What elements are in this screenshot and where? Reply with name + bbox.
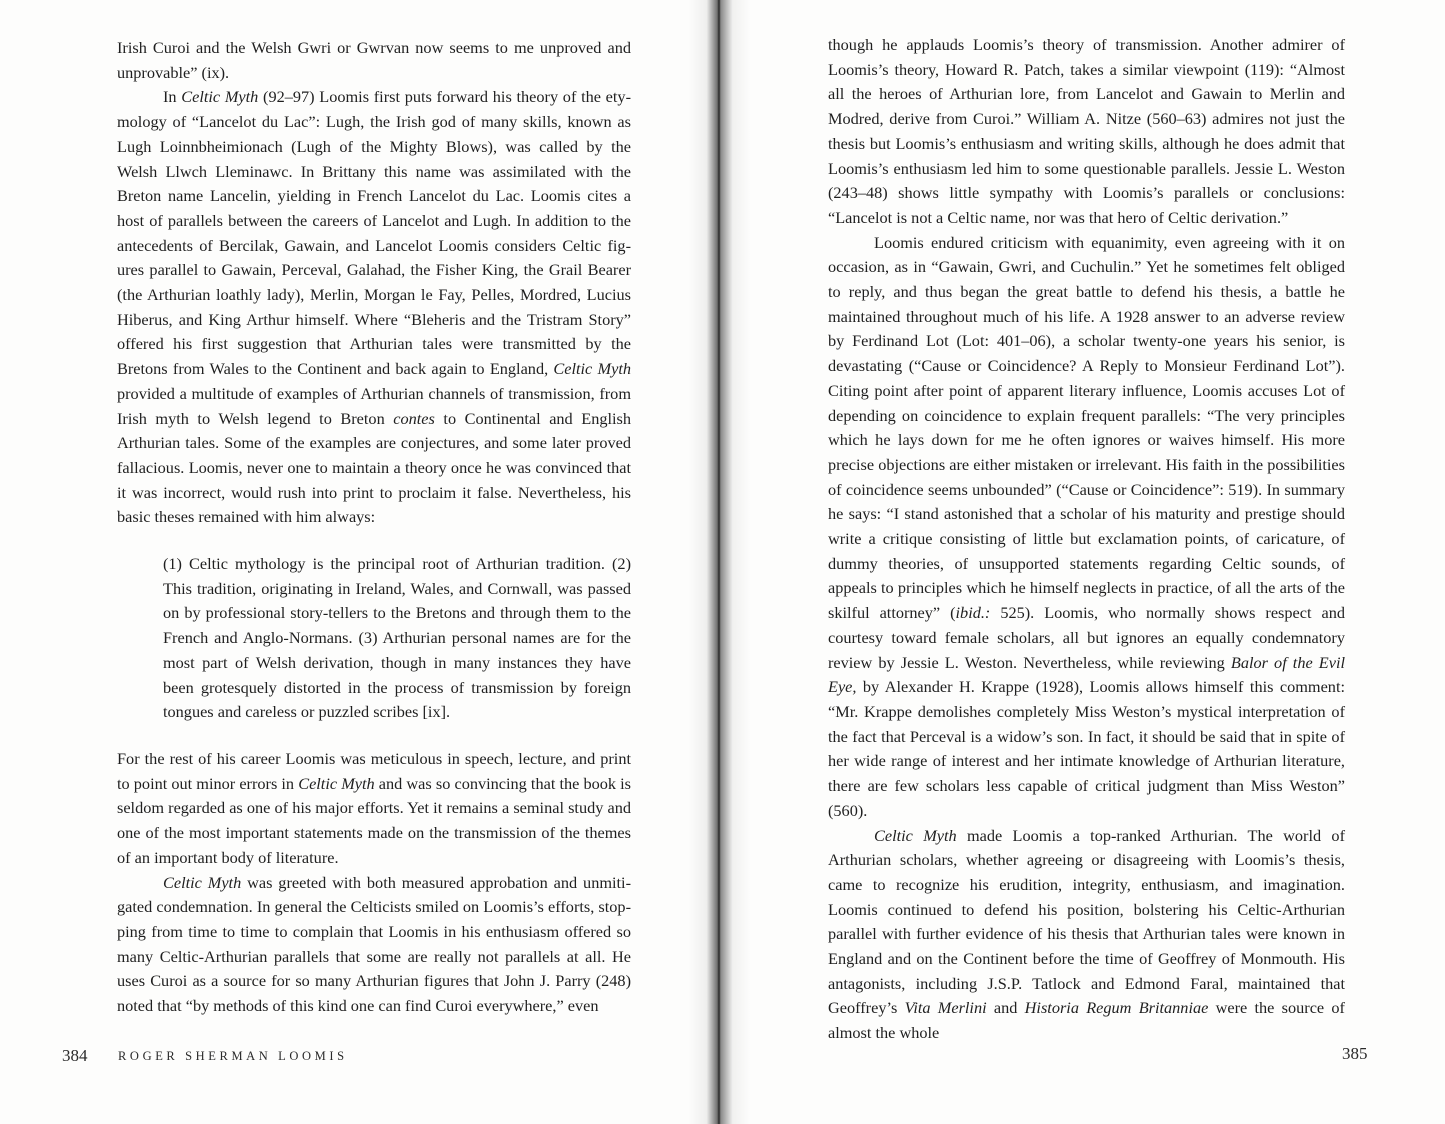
paragraph: Celtic Myth was greeted with both measured approbation and unmitigated condemnation. In general the Celticists smiled on Loomis’s efforts, stopping from time to time to complain that Loomis in his enthusiasm offered so many Celtic-Arthurian parallels that some are really not parallels at all. He uses Curoi as a source for so many Arthurian figures that John J. Parry (248) noted that “by methods of this kind one can find Curoi everywhere,” even [117,872,631,1016]
page-number: 384 [62,1046,88,1065]
running-head: ROGER SHERMAN LOOMIS [118,1049,348,1063]
left-page-body [117,36,631,1019]
right-page-body [828,33,1345,1046]
left-page [0,0,688,1124]
paragraph: For the rest of his career Loomis was meticulous in speech, lecture, and print to point out minor errors in Celtic Myth and was so convincing that the book is seldom regarded as one of his major efforts. Yet it remains a seminal study and one of the most important statements made on the transmission of the themes of an important body of literature. [117,748,632,867]
block-quote: (1) Celtic mythology is the principal root of Arthurian tradition. (2) This tradition, originating in Ireland, Wales, and Cornwall, was passed on by professional story-tellers to the Bretons and through them to the French and Anglo-Normans. (3) Arthurian personal names are for the most part of Welsh derivation, though in many instances they have been grotesquely distorted in the process of transmission by foreign tongues and careless or puzzled scribes [ix]. [163,554,631,722]
paragraph: In Celtic Myth (92–97) Loomis first puts forward his theory of the etymology of “Lancelot du Lac”: Lugh, the Irish god of many skills, known as Lugh Loinnbheimionach (Lugh of the Mighty Blows), was called by the Welsh Llwch Lleminawc. In Brittany this name was assimilated with the Breton name Lancelin, yielding in French Lancelot du Lac. Loomis cites a host of parallels between the careers of Lancelot and Lugh. In addition to the antecedents of Bercilak, Gawain, and Lancelot Loomis considers Celtic figures parallel to Gawain, Perceval, Galahad, the Fisher King, the Grail Bearer (the Arthurian loathly lady), Merlin, Morgan le Fay, Pelles, Mordred, Lucius Hiberus, and King Arthur himself. Where “Bleheris and the Tristram Story” offered his first suggestion that Arthurian tales were transmitted by the Bretons from Wales to the Continent and back again to England, Celtic Myth provided a multitude of examples of Arthurian channels of transmission, from Irish myth to Welsh legend to Breton contes to Continental and English Arthurian tales. Some of the examples are conjectures, and some later proved fallacious. Loomis, never one to maintain a theory once he was convinced that it was incorrect, would rush into print to proclaim it false. Nevertheless, his basic theses remained with him always: [117,87,632,527]
paragraph: Irish Curoi and the Welsh Gwri or Gwrvan now seems to me unproved and unprovable” (ix). [117,38,631,82]
paragraph: though he applauds Loomis’s theory of transmission. Another admirer of Loomis’s theory, Howard R. Patch, takes a similar viewpoint (119): “Almost all the heroes of Arthurian lore, from Lancelot and Gawain to Merlin and Modred, derive from Curoi.” William A. Nitze (560–63) admires not just the thesis but Loomis’s enthusiasm and writing skills, although he does admit that Loomis’s enthusiasm led him to some questionable parallels. Jessie L. Weston (243–48) shows little sympathy with Loomis’s parallels or conclusions: “Lancelot is not a Celtic name, nor was that hero of Celtic derivation.” [828,35,1345,227]
book-gutter [688,0,750,1124]
paragraph: Loomis endured criticism with equanimity, even agreeing with it on occasion, as in “Gawain, Gwri, and Cuchulin.” Yet he sometimes felt obliged to reply, and thus began the great battle to defend his thesis, a battle he maintained throughout much of his life. A 1928 answer to an adverse review by Ferdinand Lot (Lot: 401–06), a scholar twenty-one years his senior, is devastating (“Cause or Coincidence? A Reply to Monsieur Ferdinand Lot”). Citing point after point of apparent literary influence, Loomis accuses Lot of depending on coincidence to explain frequent parallels: “The very principles which he lays down for me he often ignores or waives himself. His more precise objections are either mistaken or irrelevant. His faith in the possibilities of coincidence seems unbounded” (“Cause or Coincidence”: 519). In summary he says: “I stand astonished that a scholar of his maturity and prestige should write a critique consisting of little but exclamation points, of caricature, of dummy theories, of unsupported statements regarding Celtic sounds, of appeals to principles which he himself neglects in practice, of all the arts of the skilful attorney” (ibid.: 525). Loomis, who normally shows respect and courtesy toward female scholars, all but ignores an equally condemnatory review by Jessie L. Weston. Nevertheless, while reviewing Balor of the Evil Eye, by Alexander H. Krappe (1928), Loomis allows himself this comment: “Mr. Krappe demolishes completely Miss Weston’s mystical interpretation of the fact that Perceval is a widow’s son. In fact, it should be said that in spite of her wide range of interest and her intimate knowledge of Arthurian literature, there are few scholars less capable of critical judgment than Miss Weston” (560). [828,232,1345,820]
paragraph: Celtic Myth made Loomis a top-ranked Arthurian. The world of Arthurian scholars, whether agreeing or disagreeing with Loomis’s thesis, came to recognize his erudition, integrity, enthusiasm, and imagination. Loomis continued to defend his position, bolstering his Celtic-Arthurian parallel with further evidence of his thesis that Arthurian tales were known in England and on the Continent before the time of Geoffrey of Monmouth. His antagonists, including J.S.P. Tatlock and Edmond Faral, maintained that Geoffrey’s Vita Merlini and Historia Regum Britanniae were the source of almost the whole [828,825,1345,1043]
right-page [750,0,1445,1124]
page-number: 385 [1342,1044,1368,1063]
